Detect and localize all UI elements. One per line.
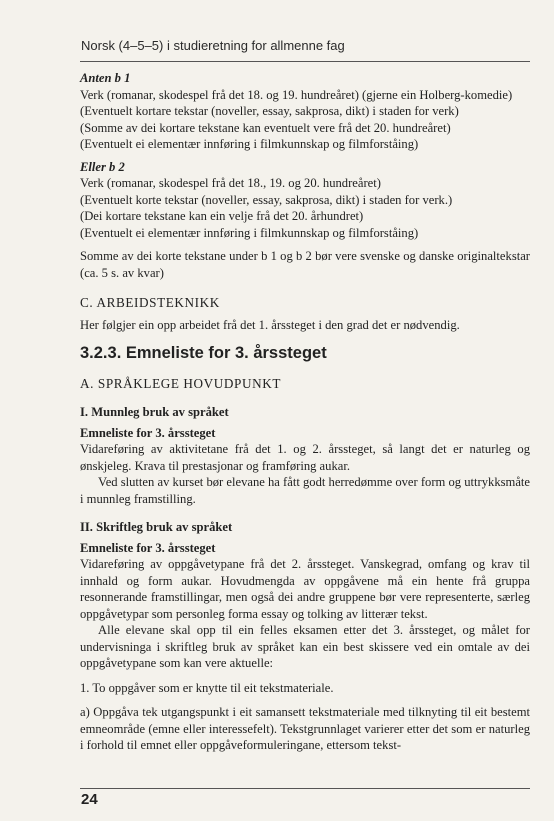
part-2-paragraph: Alle elevane skal opp til ein felles eksamen etter det 3. årssteget, og målet for undervisninga i skriftleg bruk av språket kan ein best skissere ved ein omtale av dei oppgåvetypane som kan vere aktuelle: bbox=[80, 623, 530, 670]
alt-b1-line: (Somme av dei kortare tekstane kan eventuelt vere frå det 20. hundreåret) bbox=[80, 120, 451, 135]
part-2-heading: II. Skriftleg bruk av språket bbox=[80, 520, 233, 534]
alt-b2-line: (Eventuelt ei elementær innføring i filmkunnskap og filmforståing) bbox=[80, 225, 419, 240]
section-a-heading: A. SPRÅKLEGE HOVUDPUNKT bbox=[80, 375, 281, 391]
footer-rule bbox=[80, 788, 530, 789]
part-1-heading: I. Munnleg bruk av språket bbox=[80, 405, 229, 419]
chapter-heading: 3.2.3. Emneliste for 3. årssteget bbox=[80, 344, 327, 362]
part-1-subheading: Emneliste for 3. årssteget bbox=[80, 425, 216, 440]
running-header: Norsk (4–5–5) i studieretning for allmenne fag bbox=[81, 38, 345, 53]
header-rule bbox=[80, 61, 530, 62]
list-item: a) Oppgåva tek utgangspunkt i eit samansett tekstmateriale med tilknyting til eit bestemt emneområde (emne eller interessefelt). Tekstgrunnlaget varierer etter det som er naturleg i forhold til emnet eller oppgåveformuleringane, ettersom tekst- bbox=[80, 705, 530, 752]
alt-b2-line: (Eventuelt korte tekstar (noveller, essay, sakprosa, dikt) i staden for verk.) bbox=[80, 192, 453, 207]
page-number: 24 bbox=[81, 791, 98, 808]
page-content bbox=[80, 70, 530, 754]
alt-b1-line: Verk (romanar, skodespel frå det 18. og 19. hundreåret) (gjerne ein Holberg-komedie) bbox=[80, 87, 513, 102]
alt-b2-line: (Dei kortare tekstane kan ein velje frå det 20. århundret) bbox=[80, 209, 364, 223]
section-c-heading: C. ARBEIDSTEKNIKK bbox=[80, 295, 220, 310]
alt-b1-line: (Eventuelt kortare tekstar (noveller, essay, sakprosa, dikt) i staden for verk) bbox=[80, 104, 459, 118]
alt-b2-heading: Eller b 2 bbox=[80, 159, 125, 174]
note-paragraph: Somme av dei korte tekstane under b 1 og b 2 bør vere svenske og danske originaltekstar (ca. 5 s. av kvar) bbox=[80, 249, 530, 280]
part-1-paragraph: Vidareføring av aktivitetane frå det 1. og 2. årssteget, så langt det er naturleg og ønskjeleg. Krava til prestasjonar og framføring aukar. bbox=[80, 442, 530, 473]
alt-b1-line: (Eventuelt ei elementær innføring i filmkunnskap og filmforståing) bbox=[80, 137, 419, 151]
part-2-paragraph: Vidareføring av oppgåvetypane frå det 2. årssteget. Vanskegrad, omfang og krav til innhald og form aukar. Hovudmengda av oppgåvene må ein hente frå gruppa resonnerande framstillingar, men også dei andre gruppene bør vere representerte, særleg oppgåvetypar som personleg forma essay og tolking av litterær tekst. bbox=[80, 557, 530, 621]
part-1-paragraph: Ved slutten av kurset bør elevane ha fått godt herredømme over form og uttrykksmåte i munnleg framstilling. bbox=[80, 475, 530, 506]
alt-b1-heading: Anten b 1 bbox=[80, 71, 131, 85]
part-2-subheading: Emneliste for 3. årssteget bbox=[80, 540, 216, 555]
list-item: 1. To oppgåver som er knytte til eit tekstmateriale. bbox=[80, 680, 334, 695]
section-c-text: Her følgjer ein opp arbeidet frå det 1. årssteget i den grad det er nødvendig. bbox=[80, 317, 460, 332]
alt-b2-line: Verk (romanar, skodespel frå det 18., 19. og 20. hundreåret) bbox=[80, 176, 381, 190]
